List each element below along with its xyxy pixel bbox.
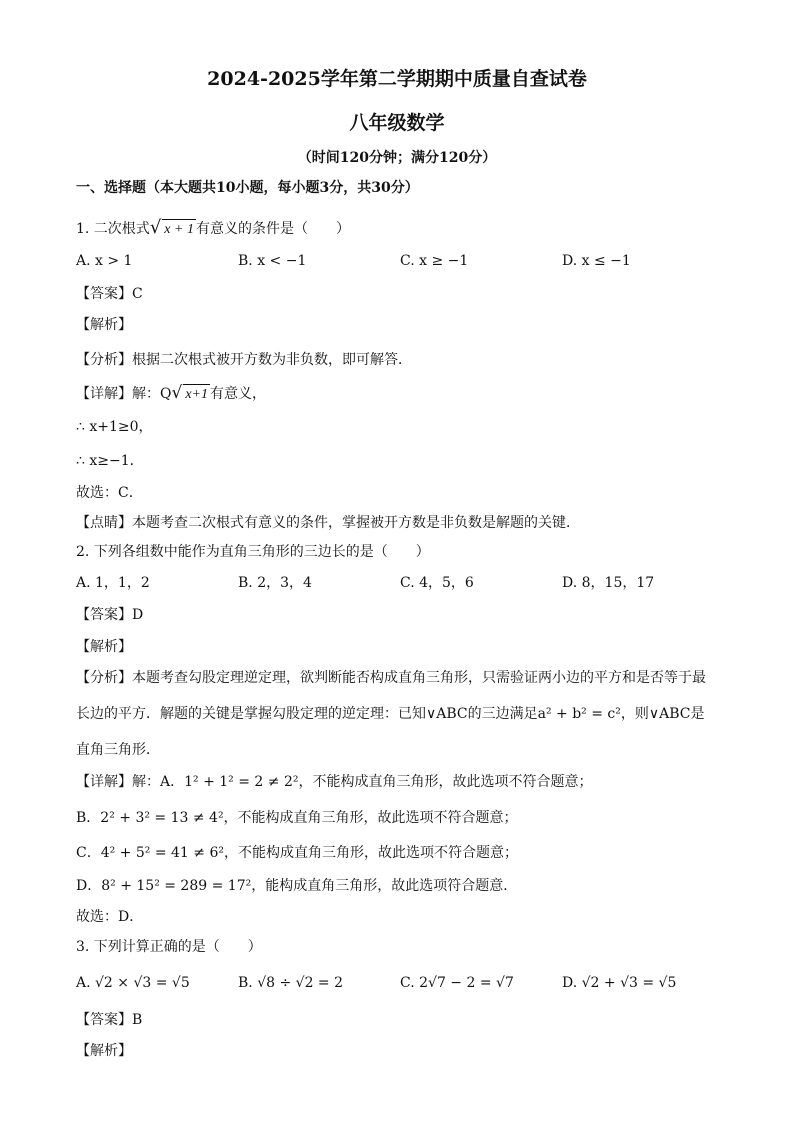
question-1-stem-pre: 1. 二次根式 bbox=[76, 221, 150, 237]
question-1-analysis: 【分析】根据二次根式被开方数为非负数，即可解答． bbox=[76, 352, 412, 368]
question-2-option-d: D. 8，15，17 bbox=[562, 575, 655, 591]
question-1-answer: 【答案】C bbox=[76, 286, 143, 302]
question-2-analysis-3: 直角三角形． bbox=[76, 742, 160, 758]
question-2-detail-b: B．2² + 3² = 13 ≠ 4²，不能构成直角三角形，故此选项不符合题意； bbox=[76, 810, 518, 826]
exam-subtitle: 八年级数学 bbox=[349, 112, 445, 134]
question-1-option-b: B. x < −1 bbox=[238, 253, 307, 269]
question-3-answer: 【答案】B bbox=[76, 1012, 143, 1028]
question-3-option-a: A. √2 × √3 = √5 bbox=[76, 975, 190, 991]
question-1-detail-pre: 【详解】解：Q bbox=[76, 386, 172, 402]
question-2-detail-c: C．4² + 5² = 41 ≠ 6²，不能构成直角三角形，故此选项不符合题意； bbox=[76, 845, 518, 861]
question-2-analysis-2: 长边的平方．解题的关键是掌握勾股定理的逆定理：已知∨ABC的三边满足a² + b² = c²，则∨ABC是 bbox=[76, 706, 705, 722]
question-1-detail-radicand: x+1 bbox=[183, 384, 210, 405]
question-1-step-1: ∴ x+1≥0， bbox=[76, 419, 153, 435]
question-1-option-c: C. x ≥ −1 bbox=[400, 253, 469, 269]
question-2-answer: 【答案】D bbox=[76, 607, 144, 623]
question-2-option-b: B. 2，3，4 bbox=[238, 575, 312, 591]
question-1-radicand: x + 1 bbox=[162, 219, 196, 240]
question-2-option-a: A. 1，1，2 bbox=[76, 575, 150, 591]
question-1-detail: 【详解】解：Q√ x+1 有意义， bbox=[76, 383, 266, 403]
question-3-option-d: D. √2 + √3 = √5 bbox=[562, 975, 677, 991]
question-2-jiexi: 【解析】 bbox=[76, 639, 132, 655]
question-1-stem: 1. 二次根式√ x + 1 有意义的条件是（ ） bbox=[76, 217, 350, 238]
question-1-option-a: A. x > 1 bbox=[76, 253, 133, 269]
question-3-stem: 3. 下列计算正确的是（ ） bbox=[76, 939, 262, 955]
question-2-choose: 故选：D． bbox=[76, 909, 144, 925]
question-2-option-c: C. 4，5，6 bbox=[400, 575, 474, 591]
question-2-detail-d: D．8² + 15² = 289 = 17²，能构成直角三角形，故此选项符合题意． bbox=[76, 878, 518, 894]
question-1-stem-post: 有意义的条件是（ ） bbox=[195, 221, 350, 237]
question-1-detail-post: 有意义， bbox=[210, 386, 266, 402]
exam-info: （时间120分钟；满分120分） bbox=[297, 150, 497, 166]
question-2-stem: 2. 下列各组数中能作为直角三角形的三边长的是（ ） bbox=[76, 544, 430, 560]
exam-title: 2024-2025学年第二学期期中质量自查试卷 bbox=[207, 68, 587, 90]
question-3-jiexi: 【解析】 bbox=[76, 1043, 132, 1059]
question-1-comment: 【点睛】本题考查二次根式有意义的条件，掌握被开方数是非负数是解题的关键． bbox=[76, 515, 580, 531]
question-2-detail-a: 【详解】解：A．1² + 1² = 2 ≠ 2²，不能构成直角三角形，故此选项不符合题意； bbox=[76, 774, 593, 790]
question-1-option-d: D. x ≤ −1 bbox=[562, 253, 631, 269]
question-1-step-2: ∴ x≥−1． bbox=[76, 453, 144, 469]
section-heading: 一、选择题（本大题共10小题，每小题3分，共30分） bbox=[76, 180, 419, 196]
question-1-jiexi: 【解析】 bbox=[76, 317, 132, 333]
question-3-option-b: B. √8 ÷ √2 = 2 bbox=[238, 975, 344, 991]
question-3-option-c: C. 2√7 − 2 = √7 bbox=[400, 975, 514, 991]
question-1-choose: 故选：C． bbox=[76, 485, 143, 501]
question-2-analysis-1: 【分析】本题考查勾股定理逆定理，欲判断能否构成直角三角形，只需验证两小边的平方和是否等于最 bbox=[76, 670, 706, 686]
